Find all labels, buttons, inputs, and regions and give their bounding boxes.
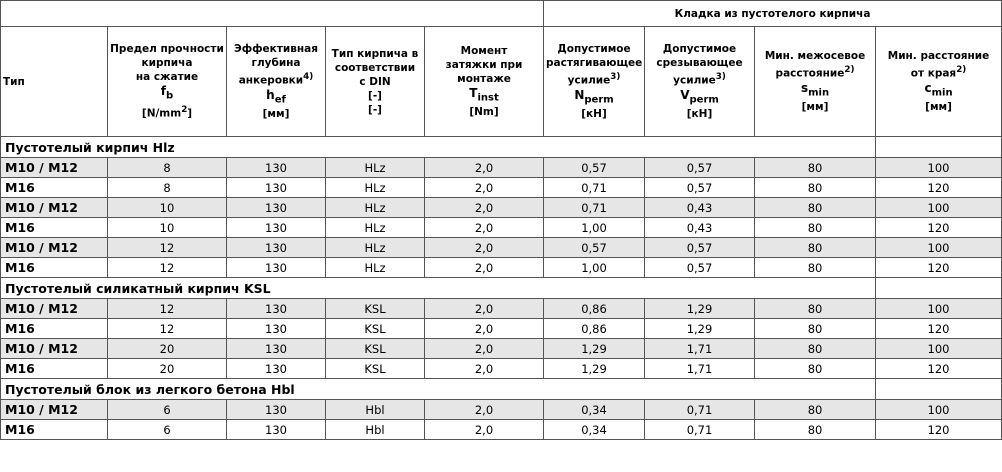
table-cell: 120 <box>876 319 1002 339</box>
section-blank <box>876 278 1002 299</box>
table-cell: 1,71 <box>645 339 755 359</box>
col-header-depth <box>227 27 326 137</box>
table-cell: 120 <box>876 218 1002 238</box>
table-cell: 0,57 <box>645 258 755 278</box>
section-title: Пустотелый блок из легкого бетона Hbl <box>1 379 876 400</box>
column-header-row <box>1 27 1002 137</box>
header-line: усилие$^{3)}$ <box>673 72 726 87</box>
table-row <box>1 400 1002 420</box>
table-cell: 80 <box>755 238 876 258</box>
table-cell: 2,0 <box>425 400 544 420</box>
header-line: Мин. межосевое <box>764 50 866 63</box>
table-cell: 1,00 <box>544 258 645 278</box>
table-cell: 130 <box>227 359 326 379</box>
table-cell: 80 <box>755 258 876 278</box>
header-line: затяжки при <box>445 58 523 71</box>
header-line: растягивающее <box>546 57 643 70</box>
table-cell: 120 <box>876 420 1002 440</box>
table-row <box>1 319 1002 339</box>
table-cell: 10 <box>108 218 227 238</box>
header-line: усилие$^{3)}$ <box>567 72 621 87</box>
table-cell: 120 <box>876 178 1002 198</box>
col-header-torque <box>425 27 544 137</box>
header-unit: [-] <box>368 103 382 116</box>
table-cell: HLz <box>326 198 425 218</box>
header-unit: [кН] <box>686 107 713 120</box>
cell-type: M10 / M12 <box>1 339 108 359</box>
cell-type: M16 <box>1 258 108 278</box>
header-line: соответствии <box>334 61 416 74</box>
col-header-brick-type <box>326 27 425 137</box>
table-cell: 1,29 <box>645 319 755 339</box>
table-cell: HLz <box>326 238 425 258</box>
cell-type: M10 / M12 <box>1 158 108 178</box>
section-title: Пустотелый силикатный кирпич KSL <box>1 278 876 299</box>
header-line: на сжатие <box>135 71 199 84</box>
table-cell: 0,71 <box>645 420 755 440</box>
table-cell: 80 <box>755 339 876 359</box>
table-cell: 2,0 <box>425 339 544 359</box>
col-header-shear <box>645 27 755 137</box>
table-cell: 130 <box>227 218 326 238</box>
header-symbol: $s_{min}$ <box>800 80 830 98</box>
header-line: глубина <box>251 57 301 70</box>
header-line: от края$^{2)}$ <box>910 65 967 80</box>
table-cell: 0,86 <box>544 299 645 319</box>
table-cell: 120 <box>876 258 1002 278</box>
table-cell: 12 <box>108 319 227 339</box>
table-row <box>1 198 1002 218</box>
section-row <box>1 137 1002 158</box>
table-cell: 12 <box>108 238 227 258</box>
table-cell: 130 <box>227 178 326 198</box>
table-row <box>1 258 1002 278</box>
table-cell: HLz <box>326 218 425 238</box>
header-unit: [кН] <box>581 107 607 120</box>
table-cell: 8 <box>108 178 227 198</box>
header-symbol: $f_b$ <box>160 84 174 102</box>
table-cell: 130 <box>227 420 326 440</box>
table-row <box>1 359 1002 379</box>
table-cell: 0,57 <box>645 178 755 198</box>
table-cell: 0,34 <box>544 400 645 420</box>
table-cell: 130 <box>227 299 326 319</box>
header-line: Допустимое <box>662 43 737 56</box>
table-cell: 100 <box>876 238 1002 258</box>
header-unit: [мм] <box>801 100 829 113</box>
header-unit: [Nm] <box>469 106 499 119</box>
table-cell: 100 <box>876 198 1002 218</box>
table-row <box>1 339 1002 359</box>
table-cell: 2,0 <box>425 178 544 198</box>
table-cell: 1,71 <box>645 359 755 379</box>
header-symbol: $c_{min}$ <box>924 80 953 98</box>
table-cell: 80 <box>755 420 876 440</box>
table-cell: 80 <box>755 158 876 178</box>
header-symbol: $V_{perm}$ <box>680 87 719 105</box>
cell-type: M16 <box>1 359 108 379</box>
cell-type: M10 / M12 <box>1 400 108 420</box>
header-line: Эффективная <box>234 43 318 56</box>
table-cell: 0,57 <box>544 238 645 258</box>
header-line: анкеровки$^{4)}$ <box>238 72 314 87</box>
header-unit: [мм] <box>925 100 952 113</box>
table-row <box>1 238 1002 258</box>
table-cell: 20 <box>108 339 227 359</box>
table-cell: 12 <box>108 299 227 319</box>
table-cell: 0,86 <box>544 319 645 339</box>
header-symbol: $T_{inst}$ <box>469 85 499 104</box>
col-header-type: Тип <box>1 27 108 137</box>
table-row <box>1 218 1002 238</box>
cell-type: M16 <box>1 218 108 238</box>
header-blank <box>1 1 544 27</box>
table-cell: 80 <box>755 198 876 218</box>
table-cell: KSL <box>326 319 425 339</box>
table-row <box>1 299 1002 319</box>
table-cell: 0,43 <box>645 198 755 218</box>
table-cell: 130 <box>227 198 326 218</box>
section-title: Пустотелый кирпич Hlz <box>1 137 876 158</box>
table-cell: 100 <box>876 299 1002 319</box>
table-cell: KSL <box>326 359 425 379</box>
table-cell: 1,29 <box>645 299 755 319</box>
table-cell: 100 <box>876 158 1002 178</box>
table-row <box>1 178 1002 198</box>
table-cell: 130 <box>227 238 326 258</box>
table-cell: 10 <box>108 198 227 218</box>
table-cell: 120 <box>876 359 1002 379</box>
header-line: Предел прочности <box>110 43 224 56</box>
table-cell: 2,0 <box>425 198 544 218</box>
table-cell: 0,71 <box>645 400 755 420</box>
table-cell: 80 <box>755 319 876 339</box>
col-header-strength <box>108 27 227 137</box>
table-cell: 0,71 <box>544 178 645 198</box>
table-cell: 1,29 <box>544 359 645 379</box>
table-cell: 80 <box>755 178 876 198</box>
header-unit: [-] <box>368 89 382 102</box>
table-cell: 0,34 <box>544 420 645 440</box>
cell-type: M16 <box>1 178 108 198</box>
table-cell: HLz <box>326 258 425 278</box>
table-cell: 2,0 <box>425 158 544 178</box>
header-unit: $[N/mm^2]$ <box>141 105 193 120</box>
table-cell: 0,57 <box>544 158 645 178</box>
table-cell: 80 <box>755 359 876 379</box>
header-line: монтаже <box>457 72 511 85</box>
table-cell: 2,0 <box>425 359 544 379</box>
header-symbol: $h_{ef}$ <box>266 87 286 105</box>
table-cell: 0,57 <box>645 158 755 178</box>
section-row <box>1 278 1002 299</box>
table-cell: KSL <box>326 299 425 319</box>
cell-type: M16 <box>1 319 108 339</box>
table-cell: 2,0 <box>425 299 544 319</box>
table-cell: Hbl <box>326 420 425 440</box>
table-cell: Hbl <box>326 400 425 420</box>
section-row <box>1 379 1002 400</box>
table-cell: 6 <box>108 420 227 440</box>
table-cell: 1,29 <box>544 339 645 359</box>
cell-type: M10 / M12 <box>1 299 108 319</box>
table-cell: 2,0 <box>425 420 544 440</box>
table-cell: 130 <box>227 319 326 339</box>
cell-type: M16 <box>1 420 108 440</box>
table-cell: 2,0 <box>425 319 544 339</box>
table-cell: 100 <box>876 339 1002 359</box>
table-cell: HLz <box>326 158 425 178</box>
table-cell: 100 <box>876 400 1002 420</box>
table-row <box>1 158 1002 178</box>
table-cell: 1,00 <box>544 218 645 238</box>
table-cell: 0,43 <box>645 218 755 238</box>
group-header: Кладка из пустотелого кирпича <box>544 1 1002 27</box>
header-line: Допустимое <box>557 43 631 56</box>
table-cell: 130 <box>227 258 326 278</box>
table-cell: 80 <box>755 299 876 319</box>
col-header-spacing <box>755 27 876 137</box>
table-cell: 130 <box>227 339 326 359</box>
table-body <box>1 137 1002 440</box>
header-line: расстояние$^{2)}$ <box>775 65 855 80</box>
cell-type: M10 / M12 <box>1 198 108 218</box>
header-line: с DIN <box>359 75 391 88</box>
header-line: Тип кирпича в <box>331 47 419 60</box>
table-cell: 80 <box>755 400 876 420</box>
header-symbol: $N_{perm}$ <box>574 87 614 105</box>
header-line: Момент <box>460 44 508 57</box>
section-blank <box>876 379 1002 400</box>
header-unit: [мм] <box>262 107 290 120</box>
table-cell: KSL <box>326 339 425 359</box>
header-line: кирпича <box>141 57 193 70</box>
table-cell: 2,0 <box>425 258 544 278</box>
table-cell: 20 <box>108 359 227 379</box>
table-row <box>1 420 1002 440</box>
table-cell: 130 <box>227 400 326 420</box>
table-cell: 0,71 <box>544 198 645 218</box>
header-line: срезывающее <box>656 57 743 70</box>
table-cell: HLz <box>326 178 425 198</box>
table-cell: 2,0 <box>425 218 544 238</box>
table-cell: 0,57 <box>645 238 755 258</box>
cell-type: M10 / M12 <box>1 238 108 258</box>
table-cell: 6 <box>108 400 227 420</box>
col-header-edge <box>876 27 1002 137</box>
table-cell: 12 <box>108 258 227 278</box>
table-cell: 2,0 <box>425 238 544 258</box>
header-line: Мин. расстояние <box>887 50 990 63</box>
table-cell: 130 <box>227 158 326 178</box>
table-cell: 80 <box>755 218 876 238</box>
section-blank <box>876 137 1002 158</box>
col-header-tensile <box>544 27 645 137</box>
table-cell: 8 <box>108 158 227 178</box>
